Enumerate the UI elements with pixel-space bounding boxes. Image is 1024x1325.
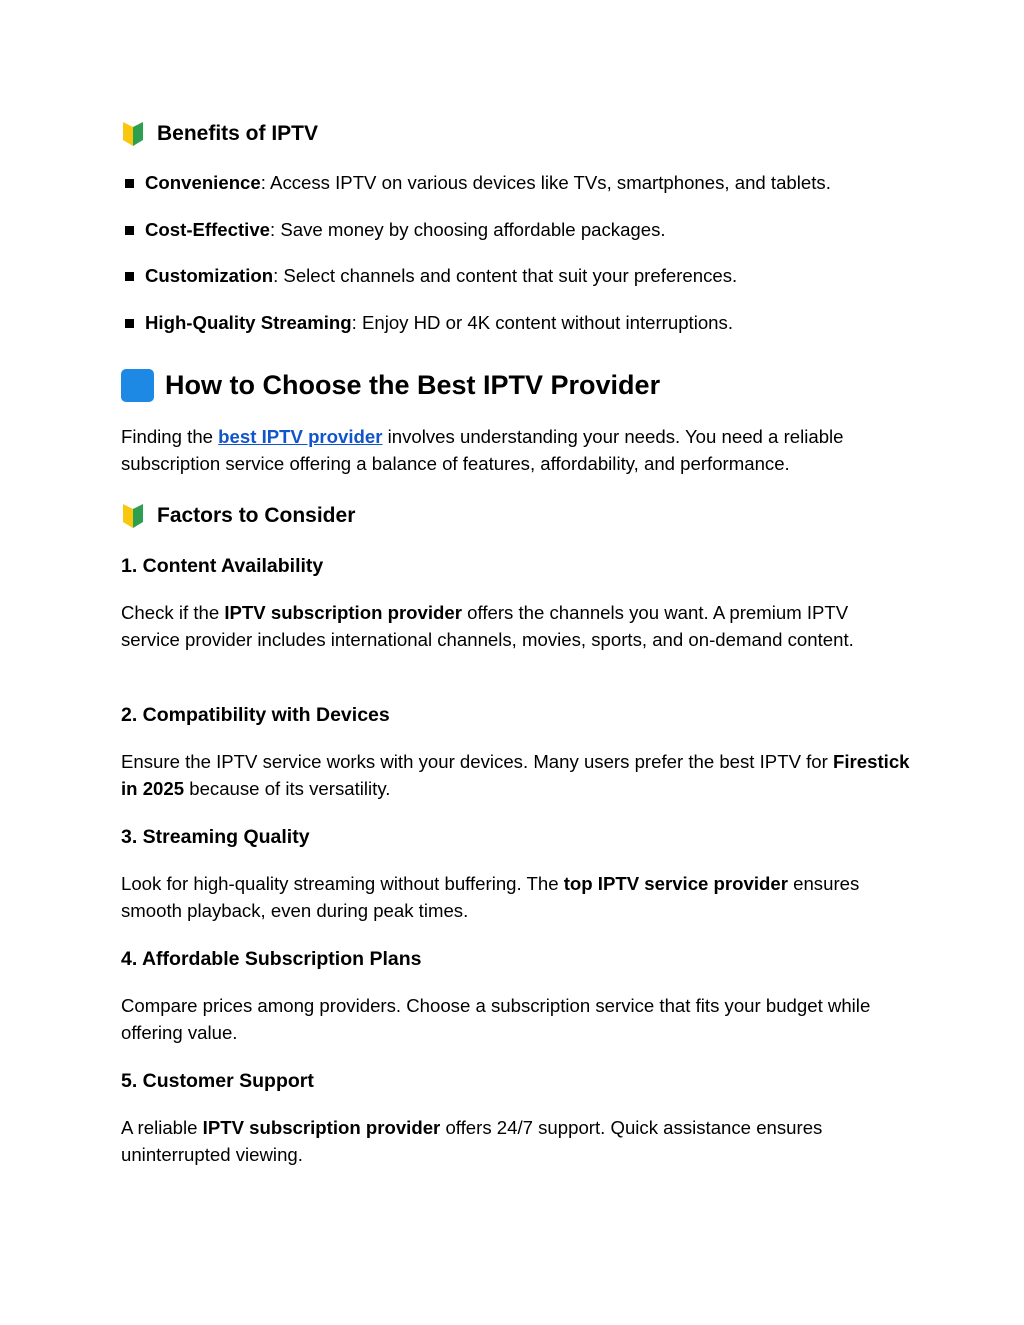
section-paragraph xyxy=(121,1115,911,1168)
section-text: ensures smooth playback, even during peak times. xyxy=(121,873,860,921)
factors-heading xyxy=(121,503,355,529)
choose-heading xyxy=(121,368,660,402)
choose-intro-paragraph xyxy=(121,424,911,477)
benefit-term: Customization xyxy=(145,265,274,286)
section-paragraph xyxy=(121,871,911,924)
benefit-item xyxy=(121,311,733,335)
section-title: 5. Customer Support xyxy=(121,1070,314,1092)
beginner-icon xyxy=(121,503,145,529)
section-title: 3. Streaming Quality xyxy=(121,826,310,848)
section-text: Ensure the IPTV service works with your devices. Many users prefer the best IPTV for xyxy=(121,751,834,772)
section-title: 2. Compatibility with Devices xyxy=(121,704,390,726)
section-text: A reliable xyxy=(121,1117,203,1138)
bullet-square-icon xyxy=(125,272,134,281)
benefit-item xyxy=(121,218,666,242)
section-text: Compare prices among providers. Choose a subscription service that fits your budget while offering value. xyxy=(121,995,871,1043)
intro-text: Finding the xyxy=(121,426,219,447)
benefit-text: : Save money by choosing affordable packages. xyxy=(270,219,666,240)
benefits-heading xyxy=(121,121,318,147)
section-paragraph xyxy=(121,600,911,653)
benefit-term: Cost-Effective xyxy=(145,219,271,240)
benefit-text: : Access IPTV on various devices like TVs, smartphones, and tablets. xyxy=(260,172,831,193)
factors-heading-text: Factors to Consider xyxy=(157,504,356,527)
choose-heading-text: How to Choose the Best IPTV Provider xyxy=(165,370,661,400)
section-bold-text: Firestick in 2025 xyxy=(121,751,910,799)
section-text: Look for high-quality streaming without buffering. The xyxy=(121,873,564,894)
section-bold-text: top IPTV service provider xyxy=(563,873,788,894)
bullet-square-icon xyxy=(125,179,134,188)
benefit-term: Convenience xyxy=(145,172,261,193)
blue-square-icon xyxy=(121,369,154,402)
section-bold-text: IPTV subscription provider xyxy=(224,602,462,623)
best-iptv-provider-link[interactable]: best IPTV provider xyxy=(218,426,383,447)
intro-text: involves understanding your needs. You need a reliable subscription service offering a balance of features, affordability, and performance. xyxy=(121,426,844,474)
bullet-square-icon xyxy=(125,319,134,328)
benefit-term: High-Quality Streaming xyxy=(145,312,352,333)
benefit-item xyxy=(121,171,831,195)
section-text: offers the channels you want. A premium IPTV service provider includes international channels, movies, sports, and on-demand content. xyxy=(121,602,854,650)
benefit-text: : Select channels and content that suit your preferences. xyxy=(273,265,738,286)
section-text: offers 24/7 support. Quick assistance ensures uninterrupted viewing. xyxy=(121,1117,823,1165)
benefits-heading-text: Benefits of IPTV xyxy=(157,122,319,145)
section-text: because of its versatility. xyxy=(184,777,391,799)
section-title: 4. Affordable Subscription Plans xyxy=(121,948,422,970)
benefit-item xyxy=(121,264,737,288)
benefit-text: : Enjoy HD or 4K content without interruptions. xyxy=(351,312,733,333)
beginner-icon xyxy=(121,121,145,147)
section-bold-text: IPTV subscription provider xyxy=(202,1117,441,1138)
bullet-square-icon xyxy=(125,226,134,235)
section-paragraph xyxy=(121,749,911,802)
section-title: 1. Content Availability xyxy=(121,555,324,577)
section-paragraph xyxy=(121,993,911,1046)
section-text: Check if the xyxy=(121,602,225,623)
